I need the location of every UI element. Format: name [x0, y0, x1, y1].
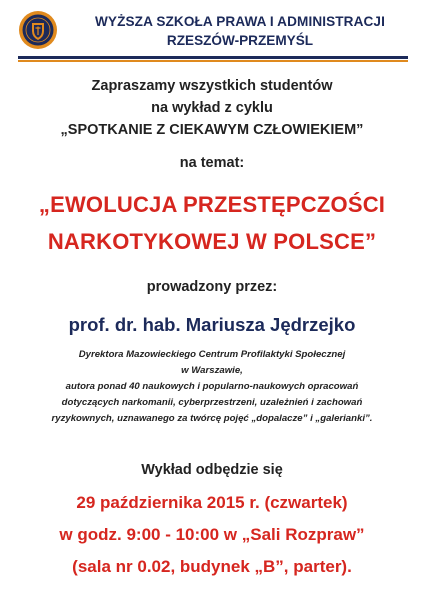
- school-crest-icon: [18, 10, 58, 50]
- lecture-title-line: NARKOTYKOWEJ W POLSCE”: [47, 229, 377, 254]
- speaker-name: prof. dr. hab. Mariusza Jędrzejko: [68, 314, 356, 335]
- topic-label: na temat:: [179, 155, 245, 171]
- invitation-line: na wykład z cyklu: [151, 100, 273, 116]
- speaker-bio-line: Dyrektora Mazowieckiego Centrum Profilaktyki Społecznej: [78, 349, 346, 360]
- speaker-bio-line: autora ponad 40 naukowych i popularno-naukowych opracowań: [65, 381, 359, 392]
- header: [0, 0, 424, 66]
- schedule-date: 29 października 2015 r. (czwartek): [76, 493, 348, 512]
- presented-by-label: prowadzony przez:: [146, 279, 278, 295]
- speaker-bio-line: w Warszawie,: [181, 365, 243, 376]
- lecture-title-line: „EWOLUCJA PRZESTĘPCZOŚCI: [38, 192, 386, 217]
- header-divider: [18, 56, 408, 59]
- school-name: WYŻSZA SZKOŁA PRAWA I ADMINISTRACJI: [95, 14, 385, 29]
- schedule-room: (sala nr 0.02, budynek „B”, parter).: [72, 557, 352, 576]
- header-divider-accent: [18, 60, 408, 62]
- invitation-line: Zapraszamy wszystkich studentów: [91, 78, 333, 94]
- schedule-time-place: w godz. 9:00 - 10:00 w „Sali Rozpraw”: [59, 525, 365, 544]
- speaker-bio-line: ryzykownych, uznawanego za twórcę pojęć „dopalacze” i „galerianki”.: [51, 413, 373, 424]
- speaker-bio-line: dotyczących narkomanii, cyberprzestrzeni, uzależnień i zachowań: [61, 397, 363, 408]
- schedule-label: Wykład odbędzie się: [141, 462, 283, 478]
- school-city: RZESZÓW-PRZEMYŚL: [166, 33, 314, 48]
- series-title: „SPOTKANIE Z CIEKAWYM CZŁOWIEKIEM”: [60, 122, 364, 138]
